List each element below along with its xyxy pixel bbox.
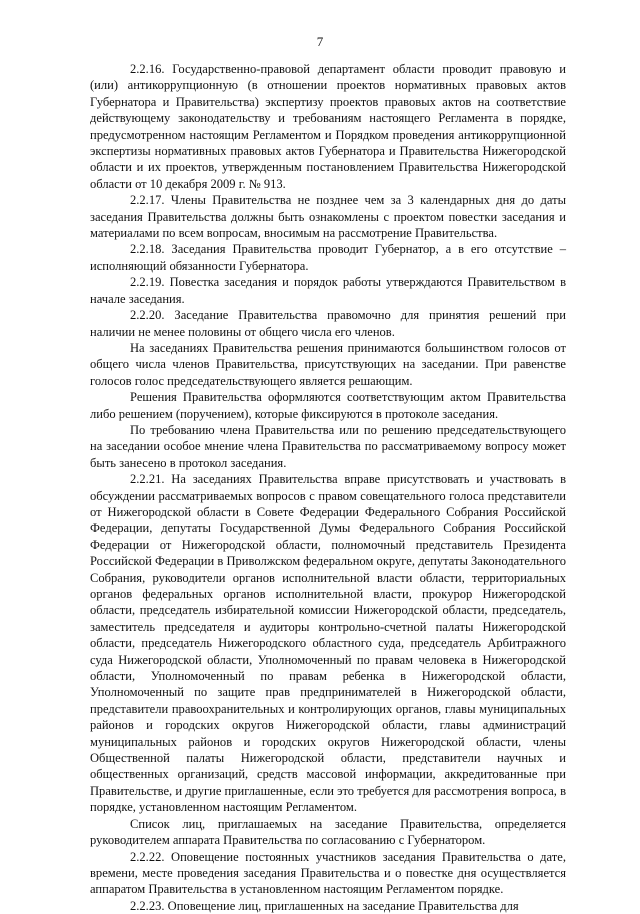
page-number: 7: [316, 34, 324, 49]
paragraph-2-2-17: 2.2.17. Члены Правительства не позднее чем за 3 календарных дня до даты заседания Правительства должны быть ознакомлены с проектом повестки заседания и материалами по всем вопросам, вносимым на рассмотрение Правительства.: [90, 193, 566, 241]
paragraph-2-2-16: 2.2.16. Государственно-правовой департамент области проводит правовую и (или) антикоррупционную (в отношении проектов нормативных правовых актов Губернатора и Правительства) экспертизу проектов правовых актов на соответствие действующему законодательству и требованиям настоящего Регламента в порядке, предусмотренном настоящим Регламентом и Порядком проведения антикоррупционной экспертизы нормативных правовых актов Губернатора и Правительства Нижегородской области и их проектов, утвержденным постановлением Правительства Нижегородской области от 10 декабря 2009 г. № 913.: [90, 62, 566, 191]
paragraph-2-2-23: 2.2.23. Оповещение лиц, приглашенных на заседание Правительства для: [130, 898, 519, 913]
paragraph-decision-form: Решения Правительства оформляются соответствующим актом Правительства либо решением (поручением), которые фиксируются в протоколе заседания.: [90, 390, 566, 421]
paragraph-2-2-21: 2.2.21. На заседаниях Правительства вправе присутствовать и участвовать в обсуждении рассматриваемых вопросов с правом совещательного голоса представители от Нижегородской области в Совете Федерации Федерального Собрания Российской Федерации, депутаты Государственной Думы Федерального Собрания Российской Федерации от Нижегородской области, полномочный представитель Президента Российской Федерации в Приволжском федеральном округе, депутаты Законодательного Собрания, руководители органов исполнительной власти области, территориальных органов федеральных органов исполнительной власти, прокурор Нижегородской области, председатель избирательной комиссии Нижегородской области, председатель, заместитель председателя и аудиторы контрольно-счетной палаты Нижегородской области, председатель Нижегородского областного суда, председатель Арбитражного суда Нижегородской области, Уполномоченный по правам человека в Нижегородской области, Уполномоченный по правам ребенка в Нижегородской области, Уполномоченный по защите прав предпринимателей в Нижегородской области, представители правоохранительных и контролирующих органов, главы муниципальных районов и городских округов Нижегородской области, главы администраций муниципальных районов и городских округов Нижегородской области, члены Общественной палаты Нижегородской области, представители научных и общественных организаций, средств массовой информации, аккредитованные при Правительстве, и другие приглашенные, если это требуется для рассмотрения вопроса, в порядке, установленном настоящим Регламентом.: [90, 472, 566, 815]
paragraph-2-2-22: 2.2.22. Оповещение постоянных участников заседания Правительства о дате, времени, месте проведения заседания Правительства и о повестке дня осуществляется аппаратом Правительства в установленном настоящим Регламентом порядке.: [90, 849, 566, 897]
paragraph-decision-voting: На заседаниях Правительства решения принимаются большинством голосов от общего числа членов Правительства, присутствующих на заседании. При равенстве голосов голос председательствующего является решающим.: [90, 340, 566, 388]
paragraph-2-2-20: 2.2.20. Заседание Правительства правомочно для принятия решений при наличии не менее половины от общего числа его членов.: [90, 308, 566, 339]
paragraph-dissenting-opinion: По требованию члена Правительства или по решению председательствующего на заседании особое мнение члена Правительства по рассматриваемому вопросу может быть занесено в протокол заседания.: [90, 422, 566, 470]
paragraph-2-2-18: 2.2.18. Заседания Правительства проводит Губернатор, а в его отсутствие – исполняющий обязанности Губернатора.: [90, 242, 566, 273]
paragraph-2-2-19: 2.2.19. Повестка заседания и порядок работы утверждаются Правительством в начале заседания.: [90, 275, 566, 306]
paragraph-invitee-list: Список лиц, приглашаемых на заседание Правительства, определяется руководителем аппарата Правительства по согласованию с Губернатором.: [90, 816, 566, 848]
document-body: [90, 61, 566, 914]
